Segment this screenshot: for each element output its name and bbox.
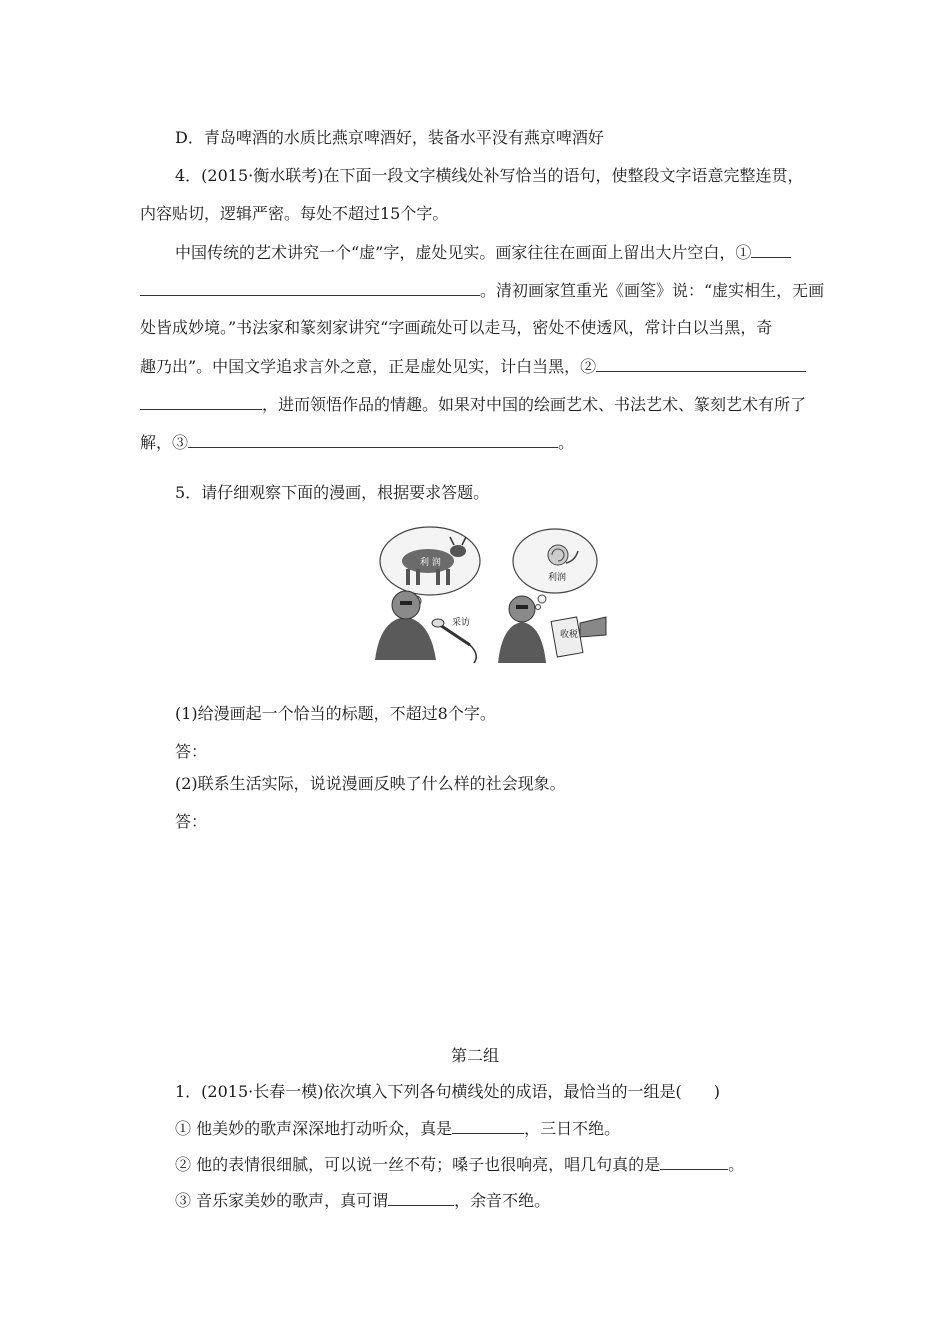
q4-passage-line2 (140, 279, 824, 302)
item2-text-a: ② 他的表情很细腻，可以说一丝不苟；嗓子也很响亮，唱几句真的是 (175, 1155, 661, 1174)
group2-item2 (175, 1153, 744, 1176)
item3-text-a: ③ 音乐家美妙的歌声，真可谓 (175, 1191, 389, 1210)
blank-3[interactable] (188, 431, 558, 448)
q4-passage-line6 (140, 431, 574, 454)
q5-stem: 5．请仔细观察下面的漫画，根据要求答题。 (175, 483, 490, 502)
q4-passage-line4 (140, 355, 806, 378)
q5-answer2: 答： (175, 812, 208, 831)
q5-sub1: (1)给漫画起一个恰当的标题，不超过8个字。 (175, 704, 496, 723)
group2-item3 (175, 1189, 550, 1212)
item3-text-b: ，余音不绝。 (454, 1191, 551, 1210)
group2-title: 第二组 (450, 1046, 499, 1065)
q4-stem-line1: 4．(2015·衡水联考)在下面一段文字横线处补写恰当的语句，使整段文字语意完整连贯， (175, 166, 804, 185)
q4-stem-line2: 内容贴切，逻辑严密。每处不超过15个字。 (140, 204, 449, 223)
left-man-figure (375, 591, 436, 660)
blank-2a[interactable] (596, 355, 806, 372)
q4-passage-text4: 趣乃出”。中国文学追求言外之意，正是虚处见实，计白当黑，② (140, 357, 597, 376)
bubble-dot-icon (536, 605, 541, 610)
item3-blank[interactable] (388, 1189, 454, 1206)
left-bubble-label: 利 润 (420, 558, 441, 568)
q4-passage-text6a: 解，③ (140, 433, 189, 452)
item2-blank[interactable] (660, 1153, 728, 1170)
right-bubble-label: 利润 (548, 573, 567, 583)
item1-blank[interactable] (452, 1117, 524, 1134)
q4-passage-text2: 。清初画家笪重光《画筌》说：“虚实相生，无画 (480, 281, 825, 300)
item1-text-b: ，三日不绝。 (524, 1119, 621, 1138)
q4-passage-text1: 中国传统的艺术讲究一个“虚”字，虚处见实。画家往往在画面上留出大片空白，① (175, 243, 752, 262)
q4-passage-text6b: 。 (558, 433, 575, 452)
mic-label: 采访 (452, 618, 471, 628)
bubble-dot-icon (538, 595, 546, 603)
group2-q1-stem: 1．(2015·长春一模)依次填入下列各句横线处的成语，最恰当的一组是( ) (175, 1082, 720, 1101)
q5-answer1: 答： (175, 742, 208, 761)
q4-passage-line1 (175, 241, 791, 264)
blank-1b[interactable] (140, 279, 480, 296)
item2-text-b: 。 (728, 1155, 745, 1174)
q3-option-d: D．青岛啤酒的水质比燕京啤酒好，装备水平没有燕京啤酒好 (175, 128, 604, 147)
paper-label: 收税 (560, 630, 579, 640)
blank-1a[interactable] (751, 241, 791, 258)
q4-passage-line3: 处皆成妙境。”书法家和篆刻家讲究“字画疏处可以走马，密处不使透风，常计白以当黑，奇 (140, 318, 773, 337)
q4-passage-text5: ，进而领悟作品的情趣。如果对中国的绘画艺术、书法艺术、篆刻艺术有所了 (262, 395, 807, 414)
cartoon-image (370, 525, 610, 667)
q5-sub2: (2)联系生活实际，说说漫画反映了什么样的社会现象。 (175, 774, 566, 793)
item1-text-a: ① 他美妙的歌声深深地打动听众，真是 (175, 1119, 453, 1138)
blank-2b[interactable] (140, 393, 262, 410)
group2-item1 (175, 1117, 620, 1140)
q4-passage-line5 (140, 393, 806, 416)
